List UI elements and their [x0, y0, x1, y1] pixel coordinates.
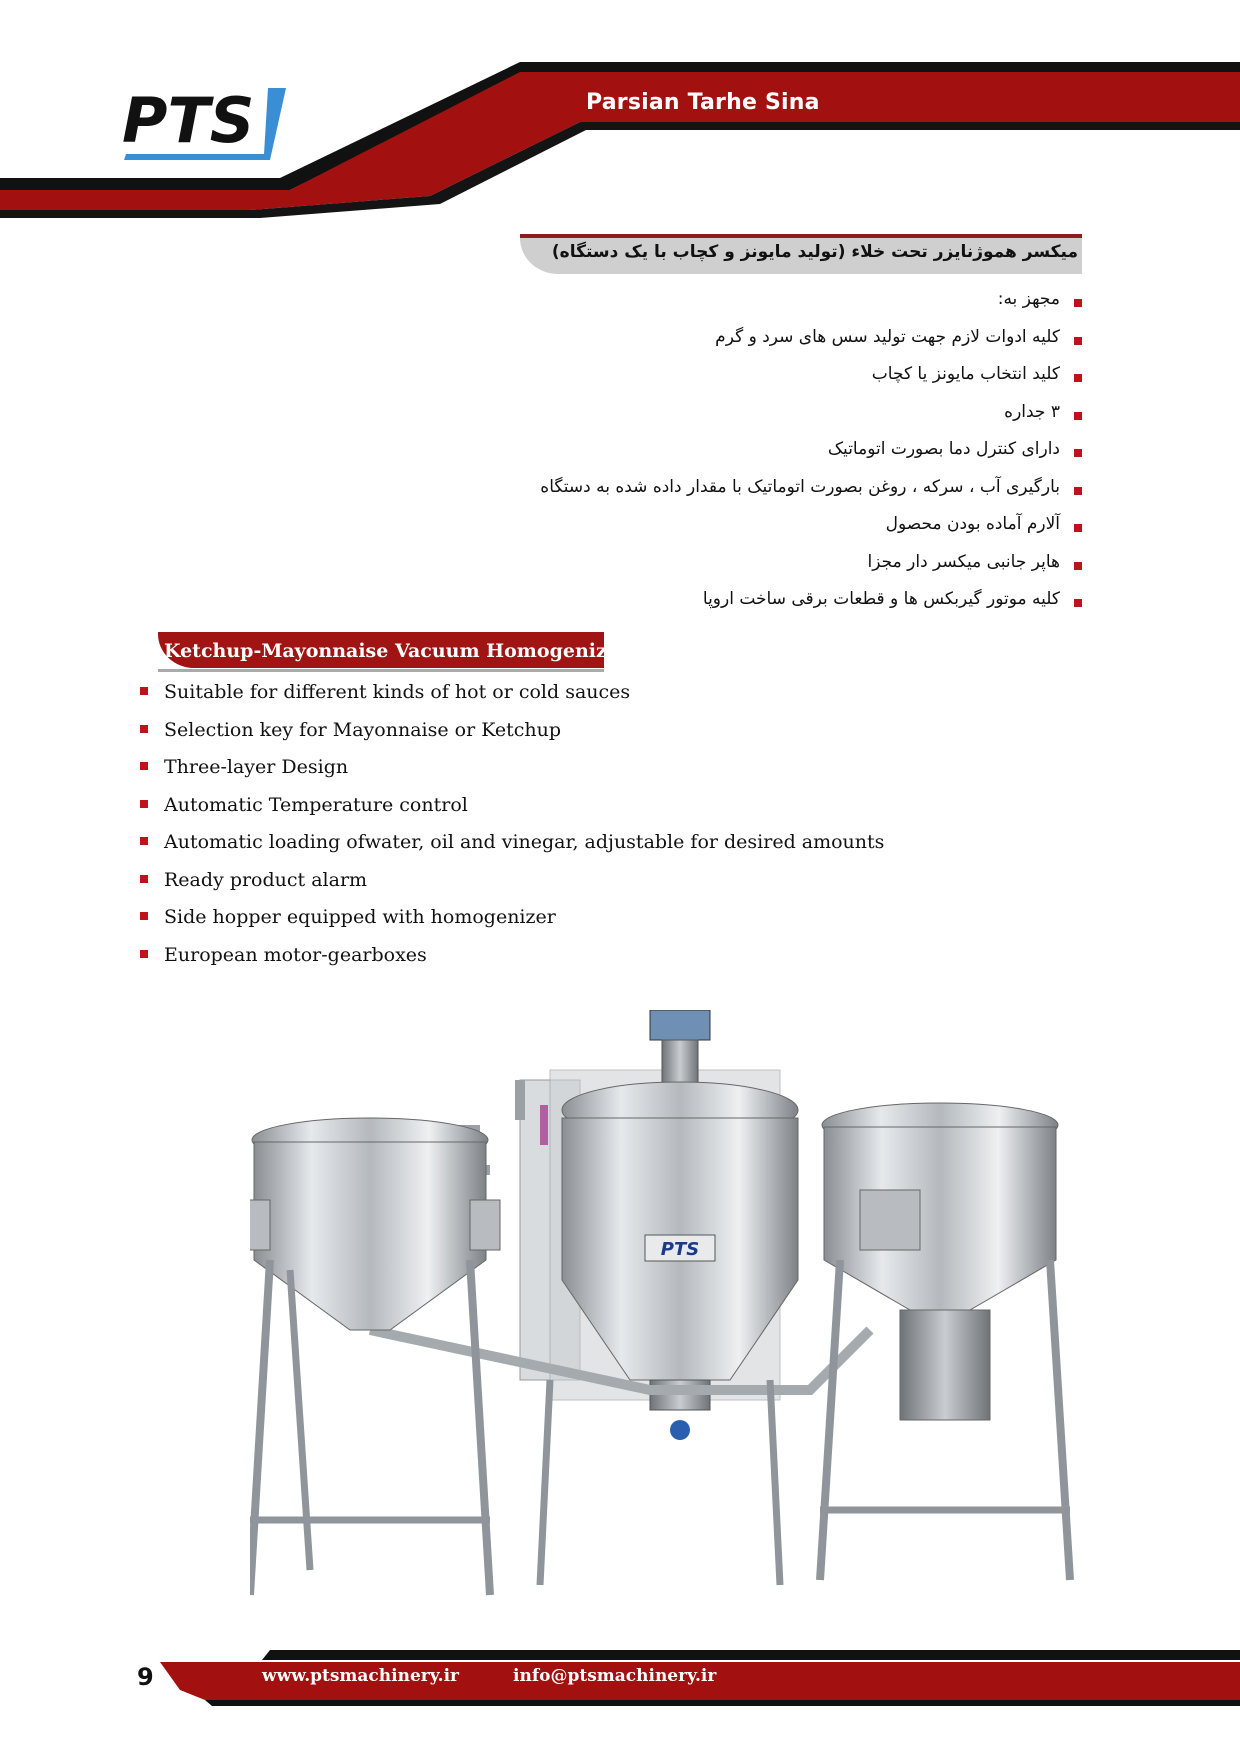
bullet-icon — [1074, 412, 1082, 420]
list-item: دارای کنترل دما بصورت اتوماتیک — [540, 434, 1082, 472]
list-item: European motor-gearboxes — [140, 939, 884, 977]
bullet-icon — [1074, 599, 1082, 607]
bullet-icon — [1074, 524, 1082, 532]
list-item: هاپر جانبی میکسر دار مجزا — [540, 547, 1082, 585]
machine-photo — [250, 1010, 1090, 1610]
bullet-icon — [140, 725, 148, 733]
bullet-icon — [1074, 374, 1082, 382]
list-item: Ready product alarm — [140, 864, 884, 902]
bullet-icon — [140, 800, 148, 808]
list-item: ۳ جداره — [540, 397, 1082, 435]
bullet-icon — [1074, 337, 1082, 345]
list-item: مجهز به: — [540, 284, 1082, 322]
bullet-icon — [140, 837, 148, 845]
list-item: Selection key for Mayonnaise or Ketchup — [140, 714, 884, 752]
pts-logo — [118, 84, 286, 160]
fa-section-title: میکسر هموژنایزر تحت خلاء (تولید مایونز و کچاب با یک دستگاه) — [551, 242, 1078, 262]
fa-feature-list — [540, 284, 1082, 622]
en-feature-list — [140, 676, 884, 976]
company-tagline: Parsian Tarhe Sina — [586, 90, 820, 115]
bullet-icon — [140, 912, 148, 920]
bullet-icon — [140, 875, 148, 883]
logo-text: PTS — [122, 84, 255, 157]
list-item: Side hopper equipped with homogenizer — [140, 901, 884, 939]
fa-section-header — [520, 234, 1082, 274]
list-item: بارگیری آب ، سرکه ، روغن بصورت اتوماتیک با مقدار داده شده به دستگاه — [540, 472, 1082, 510]
list-item: Automatic Temperature control — [140, 789, 884, 827]
bullet-icon — [140, 687, 148, 695]
footer-band — [0, 1640, 1240, 1754]
bullet-icon — [1074, 299, 1082, 307]
list-item: Three-layer Design — [140, 751, 884, 789]
footer-email[interactable]: info@ptsmachinery.ir — [513, 1666, 717, 1686]
en-section-title: Ketchup-Mayonnaise Vacuum Homogenizer — [164, 640, 629, 662]
list-item: آلارم آماده بودن محصول — [540, 509, 1082, 547]
bullet-icon — [140, 762, 148, 770]
page-number: 9 — [137, 1663, 154, 1691]
footer-website[interactable]: www.ptsmachinery.ir — [262, 1666, 459, 1686]
bullet-icon — [1074, 449, 1082, 457]
list-item: کلیه ادوات لازم جهت تولید سس های سرد و گرم — [540, 322, 1082, 360]
list-item: Automatic loading ofwater, oil and vinegar, adjustable for desired amounts — [140, 826, 884, 864]
list-item: Suitable for different kinds of hot or cold sauces — [140, 676, 884, 714]
bullet-icon — [1074, 487, 1082, 495]
bullet-icon — [140, 950, 148, 958]
en-section-header — [158, 632, 629, 672]
list-item: کلید انتخاب مایونز یا کچاب — [540, 359, 1082, 397]
bullet-icon — [1074, 562, 1082, 570]
machine-label: PTS — [660, 1239, 700, 1260]
list-item: کلیه موتور گیربکس ها و قطعات برقی ساخت اروپا — [540, 584, 1082, 622]
